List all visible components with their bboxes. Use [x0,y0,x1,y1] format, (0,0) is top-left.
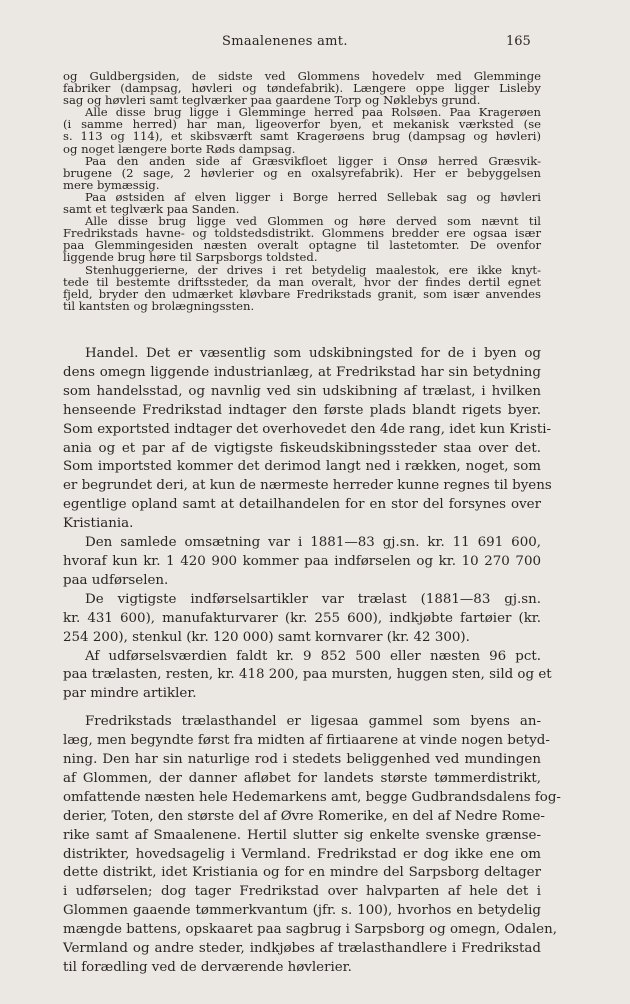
text-line: tede til bestemte driftssteder, da man overalt, hvor der findes dertil egnet [63,274,541,289]
text-line: De vigtigste indførselsartikler var trælast (1881—83 gj.sn. [85,591,541,607]
text-line: og noget længere borte Røds dampsag. [63,141,296,156]
text-line: rike samt af Smaalenene. Hertil slutter sig enkelte svenske grænse- [63,827,541,843]
text-line: (i samme herred) har man, ligeoverfor byen, et mekanisk værksted (se [63,117,541,132]
text-line: par mindre artikler. [63,686,197,702]
text-line: Paa den anden side af Græsvikfloet ligger i Onsø herred Græsvik- [85,153,541,168]
text-line: sag og høvleri samt teglværker paa gaardene Torp og Nøklebys grund. [63,93,481,108]
text-line: brugene (2 sage, 2 høvlerier og en oxalsyrefabrik). Her er bebyggelsen [63,165,541,180]
text-line: omfattende næsten hele Hedemarkens amt, begge Gudbrandsdalens fog- [63,789,561,805]
text-line: Af udførselsværdien faldt kr. 9 852 500 eller næsten 96 pct. [85,648,541,664]
text-line: Som importsted kommer det derimod langt ned i rækken, noget, som [63,459,541,475]
text-line: af Glommen, der danner afløbet for landets største tømmerdistrikt, [63,770,541,786]
text-line: henseende Fredrikstad indtager den første plads blandt rigets byer. [63,402,541,418]
text-line: fjeld, bryder den udmærket kløvbare Fredrikstads granit, som især anvendes [63,286,541,301]
text-line: mere bymæssig. [63,177,160,192]
running-title: Smaalenenes amt. [222,34,348,49]
text-line: Alle disse brug ligge i Glemminge herred paa Rolsøen. Paa Kragerøen [85,105,541,120]
text-line: er begrundet deri, at kun de nærmeste herreder kunne regnes til byens [63,478,552,494]
text-line: dens omegn liggende industrianlæg, at Fredrikstad har sin betydning [63,364,541,380]
text-line: hvoraf kun kr. 1 420 900 kommer paa indførselen og kr. 10 270 700 [63,553,541,569]
main-text-section [63,345,561,978]
text-line: Fredrikstads trælasthandel er ligesaa gammel som byens an- [85,714,541,730]
text-line: s. 113 og 114), et skibsværft samt Kragerøens brug (dampsag og høvleri) [63,129,541,144]
text-line: Glommen gaaende tømmerkvantum (jfr. s. 100), hvorhos en betydelig [63,903,541,919]
text-line: ania og et par af de vigtigste fiskeudskibningssteder staa over det. [63,440,541,456]
text-line: Som exportsted indtager det overhovedet den 4de rang, idet kun Kristi- [63,421,552,437]
text-line: og Guldbergsiden, de sidste ved Glommens hovedelv med Glemminge [63,69,541,83]
text-line: paa udførselen. [63,572,169,588]
text-line: som handelsstad, og navnlig ved sin udskibning af trælast, i hvilken [63,383,541,399]
text-line: Vermland og andre steder, indkjøbes af trælasthandlere i Fredrikstad [63,941,541,957]
text-line: distrikter, hovedsagelig i Vermland. Fredrikstad er dog ikke ene om [63,846,541,862]
text-line: til kantsten og brolægningssten. [63,298,255,313]
text-line: Stenhuggerierne, der drives i ret betydelig maalestok, ere ikke knyt- [85,262,541,277]
text-line: læg, men begyndte først fra midten af firtiaarene at vinde nogen betyd- [63,733,550,749]
text-line: liggende brug høre til Sarpsborgs toldsted. [63,250,318,265]
running-header [0,34,630,52]
text-line: Fredrikstads havne- og toldstedsdistrikt. Glommens bredder ere ogsaa især [63,226,541,241]
text-line: fabriker (dampsag, høvleri og tøndefabrik). Længere oppe ligger Lisleby [63,81,541,96]
text-line: ning. Den har sin naturlige rod i stedets beliggenhed ved mundingen [63,752,541,768]
text-line: paa Glemmingesiden næsten overalt optagne til lastetomter. De ovenfor [63,238,541,253]
text-line: Den samlede omsætning var i 1881—83 gj.sn. kr. 11 691 600, [85,535,541,551]
text-line: paa trælasten, resten, kr. 418 200, paa mursten, huggen sten, sild og et [63,667,552,683]
text-line: dette distrikt, idet Kristiania og for en mindre del Sarpsborg deltager [63,865,541,881]
text-line: 254 200), stenkul (kr. 120 000) samt kornvarer (kr. 42 300). [63,629,470,645]
text-line: derier, Toten, den største del af Øvre Romerike, en del af Nedre Rome- [63,808,545,824]
small-print-section [63,70,541,312]
text-line: Paa østsiden af elven ligger i Borge herred Sellebak sag og høvleri [85,189,541,204]
paragraph-gap [63,704,541,713]
text-line: til forædling ved de derværende høvlerier. [63,960,352,975]
text-line: kr. 431 600), manufakturvarer (kr. 255 600), indkjøbte fartøier (kr. [63,610,541,626]
text-line: egentlige opland samt at detailhandelen for en stor del forsynes over [63,497,541,513]
text-line: Alle disse brug ligge ved Glommen og høre derved som nævnt til [85,214,541,229]
text-line: i udførselen; dog tager Fredrikstad over halvparten af hele det i [63,884,541,900]
page-number: 165 [506,34,531,49]
text-line: Kristiania. [63,516,134,532]
text-line: Handel. Det er væsentlig som udskibningsted for de i byen og [85,346,541,361]
text-line: samt et teglværk paa Sanden. [63,202,240,217]
text-line: mængde battens, opskaaret paa sagbrug i Sarpsborg og omegn, Odalen, [63,922,557,938]
